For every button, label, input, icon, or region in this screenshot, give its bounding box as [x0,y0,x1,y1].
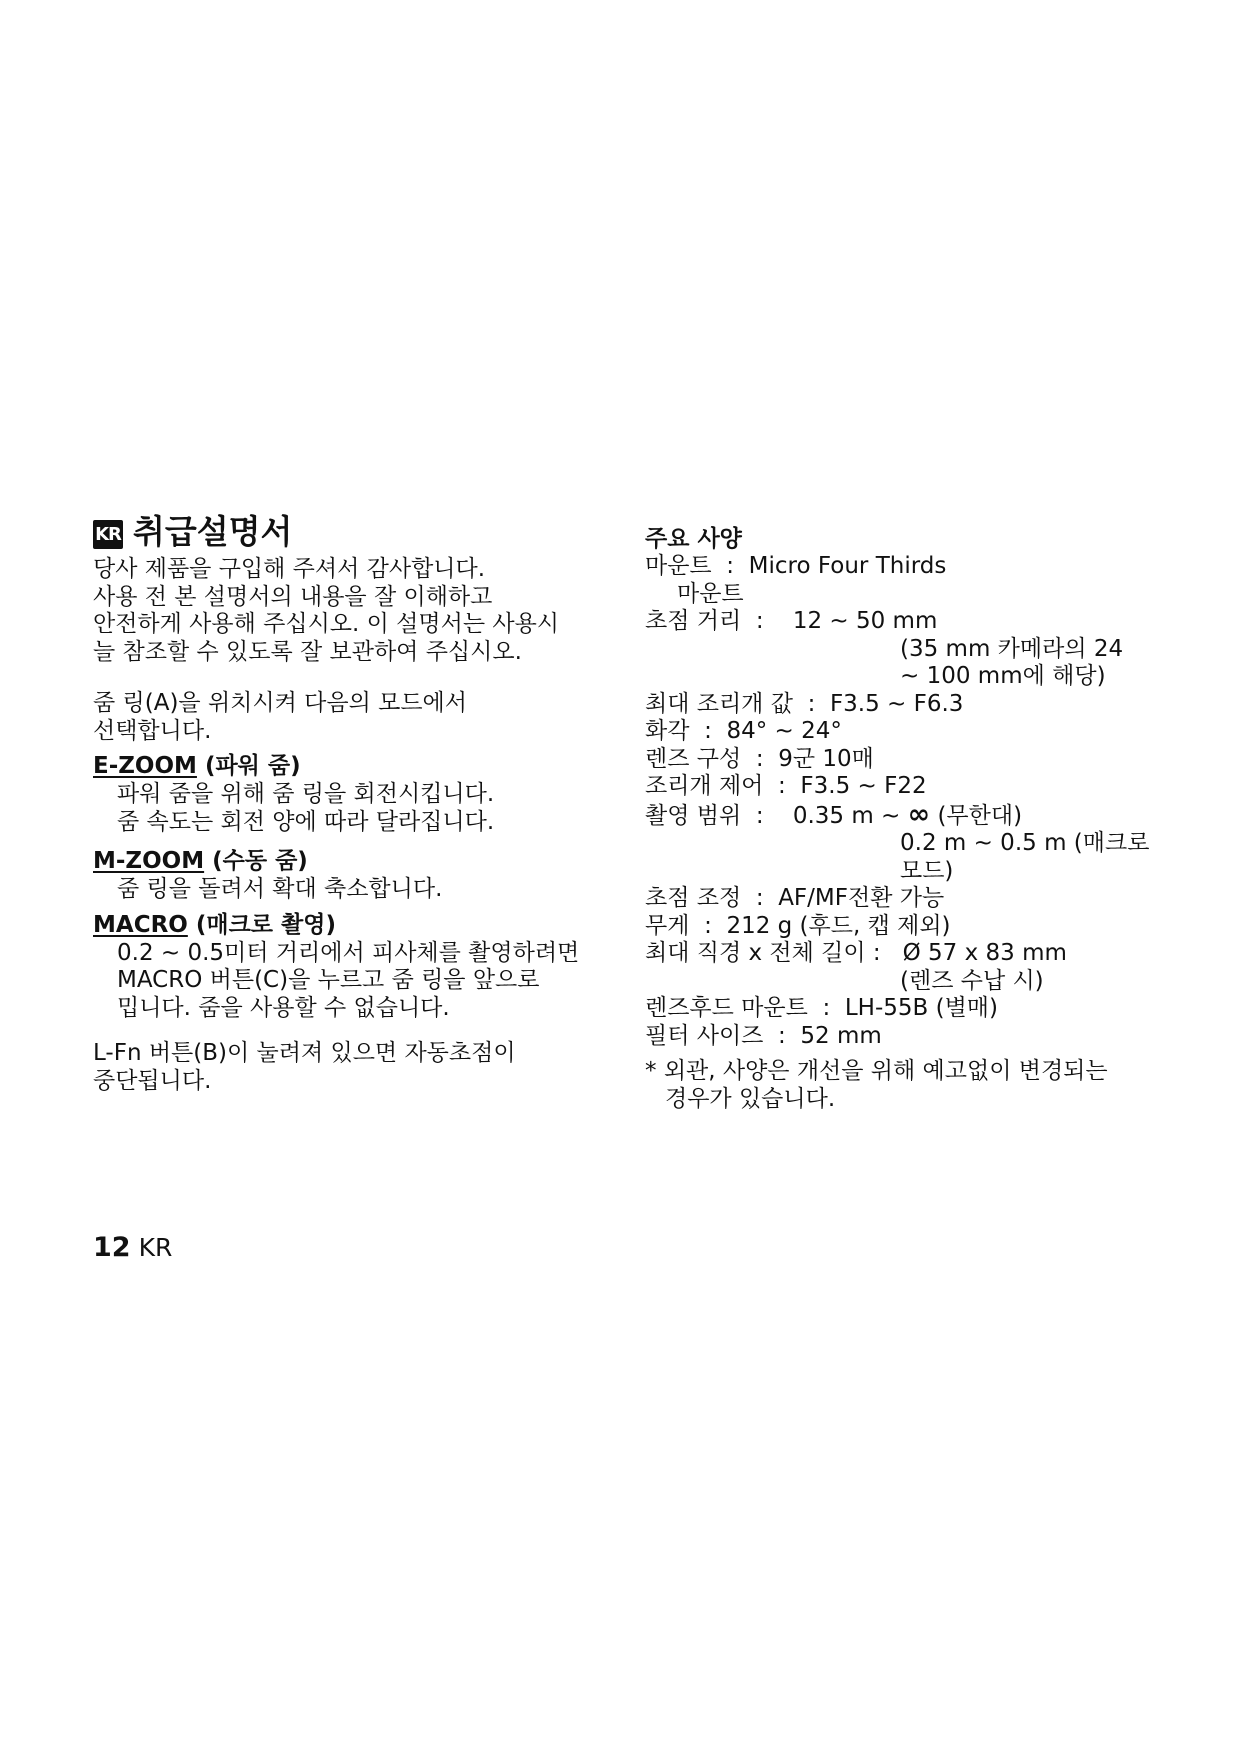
mode-line: 밉니다. 줌을 사용할 수 없습니다. [117,994,450,1021]
spec-aperture-control [645,773,1185,801]
mode-name: E-ZOOM [93,753,197,779]
spec-label: 초점 거리 [645,608,742,634]
spec-label: 화각 [645,718,690,744]
intro-line: 늘 참조할 수 있도록 잘 보관하여 주십시오. [93,638,522,665]
mode-line: 줌 링을 돌려서 확대 축소합니다. [117,876,443,902]
mode-suffix: (매크로 촬영) [195,911,336,938]
footnote-mark: * [645,1058,657,1084]
spec-lens-construction [645,746,1185,774]
spec-value: LH-55B (별매) [844,995,998,1021]
specifications-heading: 주요 사양 [645,526,742,552]
spec-label: 렌즈 구성 [645,745,742,772]
spec-focusing [645,885,1185,913]
spec-colon: : [872,940,881,966]
spec-value: F3.5 ~ F6.3 [829,690,964,717]
footnote-continuation: 경우가 있습니다. [665,1085,836,1112]
zoom-intro-line: 선택합니다. [93,717,212,744]
spec-label: 마운트 [645,553,712,579]
spec-colon: : [822,995,831,1021]
left-column [93,512,623,1095]
spec-value: Micro Four Thirds [748,553,947,579]
spec-continuation: 모드) [900,857,954,884]
spec-colon: : [755,745,764,772]
spec-label: 조리개 제어 [645,773,764,799]
spec-value: 9군 10매 [778,745,874,772]
mode-heading-macro [93,910,623,940]
mode-heading-mzoom [93,846,623,876]
spec-hood-mount [645,995,1185,1023]
spec-colon: : [755,885,764,911]
spec-value: 12 ~ 50 mm [792,608,938,634]
intro-line: 안전하게 사용해 주십시오. 이 설명서는 사용시 [93,611,560,637]
footnote [645,1058,1185,1086]
manual-title [93,512,623,552]
intro-line: 사용 전 본 설명서의 내용을 잘 이해하고 [93,583,493,610]
spec-value: 84° ~ 24° [726,718,842,744]
spec-colon: : [807,690,816,717]
manual-title-text: 취급설명서 [133,512,293,551]
spec-label: 렌즈후드 마운트 [645,995,808,1021]
mode-heading-ezoom [93,751,623,781]
spec-colon: : [726,553,735,579]
spec-continuation: ~ 100 mm에 해당) [900,663,1106,689]
spec-weight [645,913,1185,941]
spec-label: 초점 조정 [645,885,742,911]
specifications [645,524,1185,1113]
spec-mount [645,553,1185,581]
spec-continuation: 마운트 [677,580,744,607]
spec-filter-size [645,1023,1185,1051]
mode-suffix: (파워 줌) [204,753,301,779]
spec-value: F3.5 ~ F22 [800,773,927,799]
zoom-intro-line: 줌 링(A)을 위치시켜 다음의 모드에서 [93,690,467,716]
mode-line: 줌 속도는 회전 양에 따라 달라집니다. [117,808,495,835]
spec-label: 촬영 범위 [645,802,742,829]
spec-continuation: (35 mm 카메라의 24 [900,635,1124,662]
spec-value: 0.35 m ~ [792,802,908,829]
spec-value: 212 g (후드, 캡 제외) [726,912,951,939]
page-language: KR [138,1233,173,1262]
spec-label: 필터 사이즈 [645,1022,764,1049]
spec-shooting-range [645,798,1185,831]
spec-angle-of-view [645,718,1185,746]
spec-colon: : [704,718,712,744]
spec-max-aperture [645,691,1185,719]
mode-line: 파워 줌을 위해 줌 링을 회전시킵니다. [117,781,495,807]
spec-colon: : [755,802,764,829]
spec-value: (무한대) [930,802,1023,829]
mode-line: MACRO 버튼(C)을 누르고 줌 링을 앞으로 [117,967,540,993]
spec-focal-length [645,608,1185,636]
spec-label: 최대 직경 x 전체 길이 [645,940,866,966]
mode-line: 0.2 ~ 0.5미터 거리에서 피사체를 촬영하려면 [117,939,580,966]
spec-label: 최대 조리개 값 [645,690,793,717]
spec-colon: : [704,912,712,939]
spec-continuation: (렌즈 수납 시) [900,967,1044,994]
lfn-note-line: L-Fn 버튼(B)이 눌려져 있으면 자동초점이 [93,1040,516,1066]
page-footer [93,1232,172,1263]
spec-colon: : [778,773,786,799]
spec-value: 52 mm [800,1022,882,1049]
spec-colon: : [778,1022,786,1049]
spec-dimensions [645,940,1185,968]
spec-value: Ø 57 x 83 mm [902,940,1067,966]
spec-colon: : [755,608,764,634]
intro-line: 당사 제품을 구입해 주셔서 감사합니다. [93,556,486,582]
spec-value: AF/MF전환 가능 [778,885,945,911]
spec-continuation: 0.2 m ~ 0.5 m (매크로 [900,830,1150,856]
language-badge: KR [93,520,123,549]
spec-label: 무게 [645,912,690,939]
page-number: 12 [93,1232,131,1263]
mode-name: M-ZOOM [93,848,205,874]
mode-name: MACRO [93,911,188,938]
infinity-symbol: ∞ [907,798,931,830]
lfn-note-line: 중단됩니다. [93,1067,212,1094]
mode-suffix: (수동 줌) [212,848,308,874]
footnote-text: 외관, 사양은 개선을 위해 예고없이 변경되는 [663,1058,1108,1084]
